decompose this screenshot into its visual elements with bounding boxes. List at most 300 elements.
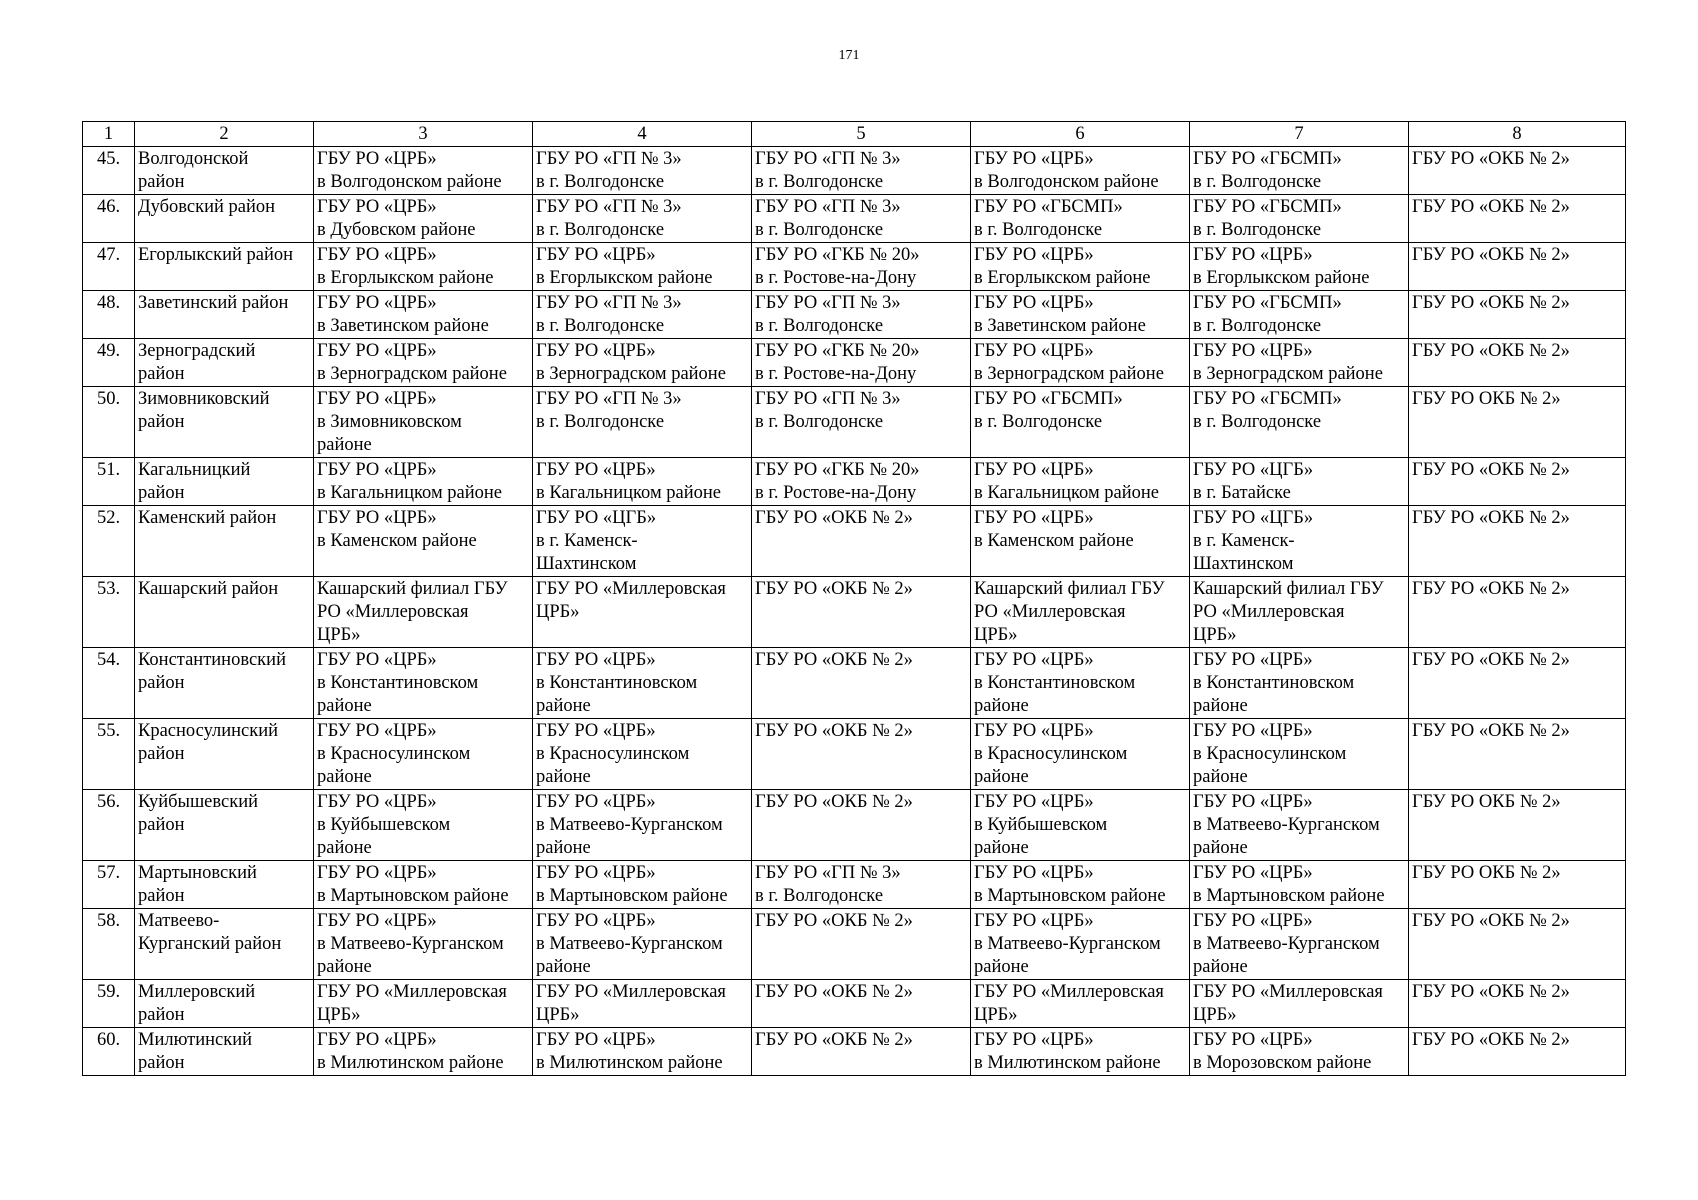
cell-text-line: в Матвеево-Курганском	[1193, 815, 1380, 835]
cell-text-line: ГБУ РО «ЦРБ»	[317, 341, 437, 361]
cell-text-line: ГБУ РО ОКБ № 2»	[1412, 863, 1561, 883]
col5-cell	[752, 1028, 971, 1076]
cell-text-line: в Константиновском	[536, 673, 698, 693]
cell-text-line: районе	[536, 767, 591, 787]
cell-text-line: ГБУ РО «ОКБ № 2»	[1412, 982, 1570, 1002]
col7-cell	[1190, 291, 1409, 339]
cell-text-line: ГБУ РО «ЦРБ»	[536, 792, 656, 812]
column-header: 6	[971, 122, 1190, 147]
cell-text-line: ГБУ РО «ЦРБ»	[974, 650, 1094, 670]
table-header-row	[83, 122, 1626, 147]
cell-text-line: в г. Каменск-	[1193, 531, 1295, 551]
district-cell	[135, 909, 314, 980]
table-row	[83, 1028, 1626, 1076]
cell-text-line: ГБУ РО «Миллеровская	[1193, 982, 1383, 1002]
cell-text-line: Заветинский район	[138, 293, 289, 313]
cell-text-line: в г. Ростове-на-Дону	[755, 364, 917, 384]
cell-text-line: в Кагальницком районе	[974, 483, 1159, 503]
col8-cell	[1409, 243, 1626, 291]
cell-text-line: РО «Миллеровская	[317, 602, 469, 622]
col7-cell	[1190, 648, 1409, 719]
table-row	[83, 147, 1626, 195]
cell-text-line: ГБУ РО «ЦРБ»	[1193, 721, 1313, 741]
col8-cell	[1409, 980, 1626, 1028]
cell-text-line: Мартыновский	[138, 863, 257, 883]
cell-text-line: ГБУ РО «ЦРБ»	[317, 792, 437, 812]
cell-text-line: ЦРБ»	[317, 1005, 361, 1025]
cell-text-line: ГБУ РО «ЦГБ»	[1193, 460, 1314, 480]
cell-text-line: ГБУ РО «ЦРБ»	[974, 341, 1094, 361]
district-cell	[135, 577, 314, 648]
cell-text-line: ЦРБ»	[974, 625, 1018, 645]
col3-cell	[314, 909, 533, 980]
cell-text-line: районе	[536, 838, 591, 858]
col8-cell	[1409, 790, 1626, 861]
cell-text-line: РО «Миллеровская	[974, 602, 1126, 622]
cell-text-line: ГБУ РО «ГБСМП»	[1193, 293, 1342, 313]
cell-text-line: в г. Каменск-	[536, 531, 638, 551]
cell-text-line: Волгодонской	[138, 149, 249, 169]
col3-cell	[314, 291, 533, 339]
cell-text-line: ГБУ РО «ЦРБ»	[317, 245, 437, 265]
col8-cell	[1409, 339, 1626, 387]
cell-text-line: в Зерноградском районе	[536, 364, 726, 384]
cell-text-line: ГБУ РО «ЦРБ»	[974, 245, 1094, 265]
column-header: 5	[752, 122, 971, 147]
col6-cell	[971, 577, 1190, 648]
cell-text-line: в Матвеево-Курганском	[536, 815, 723, 835]
district-cell	[135, 147, 314, 195]
cell-text-line: ГБУ РО «ОКБ № 2»	[1412, 721, 1570, 741]
district-cell	[135, 195, 314, 243]
cell-text-line: ЦРБ»	[536, 602, 580, 622]
col7-cell	[1190, 243, 1409, 291]
column-header: 2	[135, 122, 314, 147]
table-row	[83, 790, 1626, 861]
cell-text-line: ГБУ РО «ГП № 3»	[755, 863, 901, 883]
cell-text-line: ГБУ РО «ГКБ № 20»	[755, 341, 920, 361]
cell-text-line: ЦРБ»	[1193, 1005, 1237, 1025]
cell-text-line: районе	[1193, 696, 1248, 716]
cell-text-line: ГБУ РО «ОКБ № 2»	[755, 792, 913, 812]
col3-cell	[314, 195, 533, 243]
cell-text-line: ГБУ РО «ЦРБ»	[1193, 1030, 1313, 1050]
cell-text-line: ГБУ РО «ЦРБ»	[1193, 911, 1313, 931]
cell-text-line: ГБУ РО «ЦРБ»	[317, 863, 437, 883]
cell-text-line: ГБУ РО «ЦРБ»	[536, 460, 656, 480]
cell-text-line: ГБУ РО «ОКБ № 2»	[1412, 245, 1570, 265]
cell-text-line: районе	[317, 435, 372, 455]
cell-text-line: ГБУ РО «ГП № 3»	[755, 293, 901, 313]
row-number-cell: 47.	[83, 243, 135, 291]
col6-cell	[971, 648, 1190, 719]
cell-text-line: ГБУ РО «ГП № 3»	[536, 389, 682, 409]
table-row	[83, 195, 1626, 243]
cell-text-line: в Дубовском районе	[317, 220, 476, 240]
cell-text-line: ГБУ РО «ОКБ № 2»	[1412, 911, 1570, 931]
col4-cell	[533, 909, 752, 980]
cell-text-line: ЦРБ»	[317, 625, 361, 645]
col5-cell	[752, 909, 971, 980]
col7-cell	[1190, 147, 1409, 195]
cell-text-line: в Красносулинском	[317, 744, 471, 764]
col3-cell	[314, 577, 533, 648]
cell-text-line: в г. Волгодонске	[536, 172, 665, 192]
cell-text-line: в Константиновском	[974, 673, 1136, 693]
cell-text-line: районе	[974, 767, 1029, 787]
col4-cell	[533, 147, 752, 195]
cell-text-line: ГБУ РО «ЦРБ»	[536, 245, 656, 265]
cell-text-line: Кашарский филиал ГБУ	[1193, 579, 1384, 599]
col8-cell	[1409, 147, 1626, 195]
cell-text-line: ГБУ РО «Миллеровская	[536, 579, 726, 599]
cell-text-line: ГБУ РО «ЦРБ»	[536, 341, 656, 361]
cell-text-line: в Матвеево-Курганском	[536, 934, 723, 954]
cell-text-line: в Зимовниковском	[317, 412, 462, 432]
cell-text-line: Матвеево-	[138, 911, 220, 931]
col7-cell	[1190, 980, 1409, 1028]
row-number-cell: 55.	[83, 719, 135, 790]
cell-text-line: Дубовский район	[138, 197, 276, 217]
cell-text-line: в Заветинском районе	[974, 316, 1146, 336]
cell-text-line: в Кагальницком районе	[536, 483, 721, 503]
cell-text-line: ГБУ РО «ОКБ № 2»	[1412, 341, 1570, 361]
cell-text-line: ЦРБ»	[974, 1005, 1018, 1025]
table-row	[83, 243, 1626, 291]
cell-text-line: ГБУ РО «ГП № 3»	[536, 293, 682, 313]
cell-text-line: районе	[317, 696, 372, 716]
cell-text-line: район	[138, 1005, 185, 1025]
cell-text-line: ГБУ РО «ЦРБ»	[1193, 792, 1313, 812]
column-header: 7	[1190, 122, 1409, 147]
col4-cell	[533, 648, 752, 719]
district-cell	[135, 291, 314, 339]
col5-cell	[752, 339, 971, 387]
row-number-cell: 58.	[83, 909, 135, 980]
row-number-cell: 59.	[83, 980, 135, 1028]
col8-cell	[1409, 861, 1626, 909]
cell-text-line: район	[138, 364, 185, 384]
cell-text-line: ГБУ РО «ЦРБ»	[1193, 341, 1313, 361]
cell-text-line: Кагальницкий	[138, 460, 251, 480]
col4-cell	[533, 506, 752, 577]
table-row	[83, 719, 1626, 790]
cell-text-line: Шахтинском	[1193, 554, 1294, 574]
cell-text-line: ГБУ РО «ОКБ № 2»	[1412, 149, 1570, 169]
cell-text-line: ГБУ РО «ЦРБ»	[974, 149, 1094, 169]
cell-text-line: в Егорлыкском районе	[536, 268, 713, 288]
col6-cell	[971, 1028, 1190, 1076]
cell-text-line: ГБУ РО «ЦРБ»	[317, 197, 437, 217]
col5-cell	[752, 147, 971, 195]
cell-text-line: в Матвеево-Курганском	[1193, 934, 1380, 954]
cell-text-line: в Мартыновском районе	[317, 886, 509, 906]
cell-text-line: районе	[1193, 838, 1248, 858]
district-cell	[135, 506, 314, 577]
col3-cell	[314, 648, 533, 719]
cell-text-line: ГБУ РО «ЦГБ»	[1193, 508, 1314, 528]
cell-text-line: районе	[974, 957, 1029, 977]
col3-cell	[314, 458, 533, 506]
col7-cell	[1190, 577, 1409, 648]
cell-text-line: ГБУ РО «ОКБ № 2»	[755, 1030, 913, 1050]
table-row	[83, 577, 1626, 648]
cell-text-line: в г. Волгодонске	[755, 412, 884, 432]
col6-cell	[971, 458, 1190, 506]
cell-text-line: ГБУ РО «Миллеровская	[536, 982, 726, 1002]
cell-text-line: в Кагальницком районе	[317, 483, 502, 503]
column-header: 8	[1409, 122, 1626, 147]
col6-cell	[971, 195, 1190, 243]
cell-text-line: ГБУ РО «ЦРБ»	[317, 149, 437, 169]
cell-text-line: районе	[317, 957, 372, 977]
table-row	[83, 458, 1626, 506]
cell-text-line: ГБУ РО «ОКБ № 2»	[755, 721, 913, 741]
cell-text-line: ГБУ РО «ОКБ № 2»	[1412, 460, 1570, 480]
cell-text-line: в Константиновском	[1193, 673, 1355, 693]
cell-text-line: в Мартыновском районе	[1193, 886, 1385, 906]
cell-text-line: ГБУ РО «ЦРБ»	[317, 1030, 437, 1050]
cell-text-line: в Константиновском	[317, 673, 479, 693]
col7-cell	[1190, 458, 1409, 506]
cell-text-line: ГБУ РО «ЦРБ»	[317, 460, 437, 480]
cell-text-line: районе	[974, 838, 1029, 858]
cell-text-line: в г. Волгодонске	[974, 412, 1103, 432]
cell-text-line: районе	[317, 838, 372, 858]
cell-text-line: в г. Волгодонске	[1193, 316, 1322, 336]
col6-cell	[971, 506, 1190, 577]
col3-cell	[314, 243, 533, 291]
cell-text-line: в Милютинском районе	[536, 1053, 723, 1073]
cell-text-line: Красносулинский	[138, 721, 279, 741]
cell-text-line: в г. Батайске	[1193, 483, 1291, 503]
district-cell	[135, 243, 314, 291]
cell-text-line: ГБУ РО «ЦРБ»	[974, 911, 1094, 931]
cell-text-line: ГБУ РО «ЦРБ»	[974, 721, 1094, 741]
col8-cell	[1409, 719, 1626, 790]
cell-text-line: в Мартыновском районе	[974, 886, 1166, 906]
col5-cell	[752, 506, 971, 577]
cell-text-line: районе	[536, 957, 591, 977]
cell-text-line: в Морозовском районе	[1193, 1053, 1372, 1073]
col8-cell	[1409, 577, 1626, 648]
cell-text-line: в Красносулинском	[1193, 744, 1347, 764]
district-cell	[135, 719, 314, 790]
col5-cell	[752, 980, 971, 1028]
cell-text-line: в г. Волгодонске	[1193, 220, 1322, 240]
cell-text-line: Курганский район	[138, 934, 282, 954]
cell-text-line: в Милютинском районе	[317, 1053, 504, 1073]
col5-cell	[752, 577, 971, 648]
cell-text-line: районе	[1193, 957, 1248, 977]
cell-text-line: ЦРБ»	[536, 1005, 580, 1025]
cell-text-line: Кашарский филиал ГБУ	[317, 579, 508, 599]
col4-cell	[533, 861, 752, 909]
col4-cell	[533, 387, 752, 458]
cell-text-line: районе	[974, 696, 1029, 716]
col4-cell	[533, 577, 752, 648]
cell-text-line: ГБУ РО «Миллеровская	[974, 982, 1164, 1002]
col4-cell	[533, 1028, 752, 1076]
cell-text-line: в г. Волгодонске	[536, 316, 665, 336]
col5-cell	[752, 387, 971, 458]
cell-text-line: Куйбышевский	[138, 792, 259, 812]
col4-cell	[533, 719, 752, 790]
cell-text-line: ГБУ РО ОКБ № 2»	[1412, 389, 1561, 409]
col6-cell	[971, 861, 1190, 909]
cell-text-line: Шахтинском	[536, 554, 637, 574]
col5-cell	[752, 291, 971, 339]
col3-cell	[314, 147, 533, 195]
cell-text-line: в г. Волгодонске	[755, 172, 884, 192]
cell-text-line: в Матвеево-Курганском	[974, 934, 1161, 954]
cell-text-line: район	[138, 673, 185, 693]
cell-text-line: район	[138, 886, 185, 906]
row-number-cell: 48.	[83, 291, 135, 339]
cell-text-line: ГБУ РО «ОКБ № 2»	[1412, 650, 1570, 670]
col4-cell	[533, 790, 752, 861]
cell-text-line: ГБУ РО «ЦРБ»	[974, 508, 1094, 528]
col5-cell	[752, 243, 971, 291]
cell-text-line: ГБУ РО «ЦРБ»	[1193, 245, 1313, 265]
cell-text-line: ГБУ РО «ГП № 3»	[755, 389, 901, 409]
cell-text-line: Егорлыкский район	[138, 245, 294, 265]
cell-text-line: ГБУ РО «ОКБ № 2»	[755, 650, 913, 670]
cell-text-line: ЦРБ»	[1193, 625, 1237, 645]
cell-text-line: ГБУ РО «ЦРБ»	[317, 293, 437, 313]
col4-cell	[533, 458, 752, 506]
cell-text-line: ГБУ РО «ГП № 3»	[536, 149, 682, 169]
cell-text-line: район	[138, 483, 185, 503]
cell-text-line: в Красносулинском	[974, 744, 1128, 764]
cell-text-line: ГБУ РО «ГБСМП»	[1193, 389, 1342, 409]
cell-text-line: ГБУ РО «ЦРБ»	[317, 508, 437, 528]
row-number-cell: 50.	[83, 387, 135, 458]
cell-text-line: ГБУ РО «ЦРБ»	[536, 863, 656, 883]
col7-cell	[1190, 195, 1409, 243]
col6-cell	[971, 147, 1190, 195]
cell-text-line: в Егорлыкском районе	[317, 268, 494, 288]
cell-text-line: районе	[1193, 767, 1248, 787]
col6-cell	[971, 339, 1190, 387]
cell-text-line: район	[138, 1053, 185, 1073]
col3-cell	[314, 339, 533, 387]
district-cell	[135, 648, 314, 719]
col4-cell	[533, 195, 752, 243]
col5-cell	[752, 648, 971, 719]
table-row	[83, 506, 1626, 577]
row-number-cell: 56.	[83, 790, 135, 861]
cell-text-line: район	[138, 412, 185, 432]
col6-cell	[971, 719, 1190, 790]
table-row	[83, 387, 1626, 458]
cell-text-line: ГБУ РО «ЦРБ»	[974, 792, 1094, 812]
col6-cell	[971, 980, 1190, 1028]
cell-text-line: в Каменском районе	[974, 531, 1134, 551]
cell-text-line: ГБУ РО «Миллеровская	[317, 982, 507, 1002]
table-row	[83, 648, 1626, 719]
cell-text-line: в г. Волгодонске	[536, 412, 665, 432]
cell-text-line: ГБУ РО «ГКБ № 20»	[755, 245, 920, 265]
table-row	[83, 291, 1626, 339]
cell-text-line: ГБУ РО «ОКБ № 2»	[755, 911, 913, 931]
cell-text-line: в г. Волгодонске	[755, 316, 884, 336]
row-number-cell: 53.	[83, 577, 135, 648]
cell-text-line: ГБУ РО «ГБСМП»	[1193, 197, 1342, 217]
cell-text-line: район	[138, 815, 185, 835]
col8-cell	[1409, 458, 1626, 506]
col8-cell	[1409, 291, 1626, 339]
col3-cell	[314, 861, 533, 909]
col6-cell	[971, 291, 1190, 339]
cell-text-line: в г. Волгодонске	[755, 886, 884, 906]
col7-cell	[1190, 1028, 1409, 1076]
col4-cell	[533, 980, 752, 1028]
cell-text-line: ГБУ РО «ЦРБ»	[1193, 650, 1313, 670]
row-number-cell: 54.	[83, 648, 135, 719]
cell-text-line: в Милютинском районе	[974, 1053, 1161, 1073]
column-header: 4	[533, 122, 752, 147]
cell-text-line: ГБУ РО «ГП № 3»	[536, 197, 682, 217]
col8-cell	[1409, 506, 1626, 577]
distribution-table	[82, 121, 1626, 1076]
cell-text-line: в г. Ростове-на-Дону	[755, 483, 917, 503]
cell-text-line: в Волгодонском районе	[317, 172, 502, 192]
district-cell	[135, 980, 314, 1028]
col3-cell	[314, 1028, 533, 1076]
cell-text-line: ГБУ РО «ЦГБ»	[536, 508, 657, 528]
col3-cell	[314, 719, 533, 790]
cell-text-line: ГБУ РО «ГП № 3»	[755, 197, 901, 217]
col8-cell	[1409, 195, 1626, 243]
cell-text-line: ГБУ РО ОКБ № 2»	[1412, 792, 1561, 812]
cell-text-line: Кашарский филиал ГБУ	[974, 579, 1165, 599]
column-header: 1	[83, 122, 135, 147]
cell-text-line: ГБУ РО «ЦРБ»	[536, 911, 656, 931]
cell-text-line: ГБУ РО «ЦРБ»	[1193, 863, 1313, 883]
cell-text-line: ГБУ РО «ЦРБ»	[317, 721, 437, 741]
col7-cell	[1190, 790, 1409, 861]
cell-text-line: ГБУ РО «ЦРБ»	[974, 460, 1094, 480]
cell-text-line: в Матвеево-Курганском	[317, 934, 504, 954]
col8-cell	[1409, 909, 1626, 980]
cell-text-line: ГБУ РО «ОКБ № 2»	[755, 579, 913, 599]
col5-cell	[752, 719, 971, 790]
cell-text-line: ГБУ РО «ГБСМП»	[974, 389, 1123, 409]
page-number: 171	[838, 48, 860, 63]
col3-cell	[314, 387, 533, 458]
cell-text-line: Зерноградский	[138, 341, 256, 361]
table-row	[83, 339, 1626, 387]
col7-cell	[1190, 719, 1409, 790]
district-cell	[135, 1028, 314, 1076]
cell-text-line: Константиновский	[138, 650, 286, 670]
cell-text-line: Каменский район	[138, 508, 277, 528]
table-row	[83, 861, 1626, 909]
col8-cell	[1409, 387, 1626, 458]
cell-text-line: Зимовниковский	[138, 389, 270, 409]
cell-text-line: ГБУ РО «ОКБ № 2»	[1412, 197, 1570, 217]
cell-text-line: ГБУ РО «ЦРБ»	[317, 911, 437, 931]
cell-text-line: ГБУ РО «ЦРБ»	[974, 1030, 1094, 1050]
cell-text-line: в Красносулинском	[536, 744, 690, 764]
district-cell	[135, 790, 314, 861]
row-number-cell: 46.	[83, 195, 135, 243]
cell-text-line: в Волгодонском районе	[974, 172, 1159, 192]
table-row	[83, 980, 1626, 1028]
cell-text-line: Миллеровский	[138, 982, 256, 1002]
cell-text-line: ГБУ РО «ЦРБ»	[317, 389, 437, 409]
